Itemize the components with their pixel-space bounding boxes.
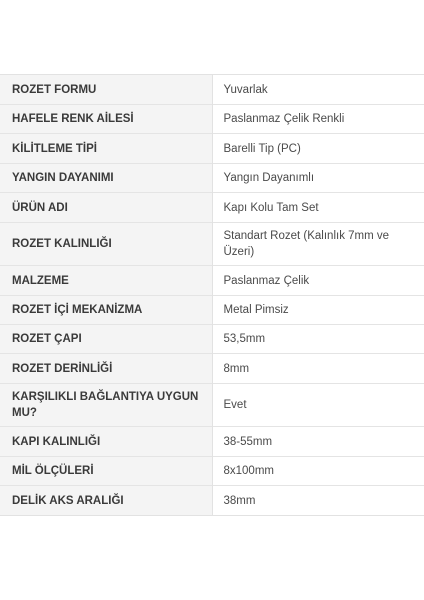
spec-value: 8x100mm: [212, 457, 424, 486]
spec-label: ROZET ÇAPI: [0, 325, 212, 354]
spec-label: ROZET İÇİ MEKANİZMA: [0, 296, 212, 325]
spec-value: 8mm: [212, 354, 424, 384]
spec-row-yangin-dayanimi: [0, 164, 424, 193]
spec-row-mil-olculeri: [0, 457, 424, 486]
spec-value: 38-55mm: [212, 427, 424, 457]
spec-row-rozet-capi: [0, 325, 424, 354]
spec-label: KAPI KALINLIĞI: [0, 427, 212, 457]
spec-label: DELİK AKS ARALIĞI: [0, 486, 212, 516]
spec-label: ROZET KALINLIĞI: [0, 223, 212, 266]
spec-row-kapi-kalinligi: [0, 427, 424, 457]
spec-row-rozet-ici-mekanizma: [0, 296, 424, 325]
spec-row-rozet-kalinligi: [0, 223, 424, 266]
spec-value: Metal Pimsiz: [212, 296, 424, 325]
spec-label: ÜRÜN ADI: [0, 193, 212, 223]
product-specs-table: [0, 74, 424, 516]
spec-row-malzeme: [0, 266, 424, 296]
spec-label: HAFELE RENK AİLESİ: [0, 105, 212, 134]
spec-label: KİLİTLEME TİPİ: [0, 134, 212, 164]
spec-row-renk-ailesi: [0, 105, 424, 134]
spec-value: Barelli Tip (PC): [212, 134, 424, 164]
spec-row-karsilikli-baglanti: [0, 384, 424, 427]
spec-row-kilitleme-tipi: [0, 134, 424, 164]
spec-row-rozet-derinligi: [0, 354, 424, 384]
spec-value: Paslanmaz Çelik Renkli: [212, 105, 424, 134]
spec-value: Evet: [212, 384, 424, 427]
spec-label: KARŞILIKLI BAĞLANTIYA UYGUN MU?: [0, 384, 212, 427]
spec-row-rozet-formu: [0, 75, 424, 105]
spec-value: 53,5mm: [212, 325, 424, 354]
spec-label: MALZEME: [0, 266, 212, 296]
spec-label: ROZET FORMU: [0, 75, 212, 105]
spec-label: ROZET DERİNLİĞİ: [0, 354, 212, 384]
spec-row-urun-adi: [0, 193, 424, 223]
spec-value: Paslanmaz Çelik: [212, 266, 424, 296]
spec-value: Yuvarlak: [212, 75, 424, 105]
spec-value: Yangın Dayanımlı: [212, 164, 424, 193]
spec-label: MİL ÖLÇÜLERİ: [0, 457, 212, 486]
spec-row-delik-aks-araligi: [0, 486, 424, 516]
spec-value: 38mm: [212, 486, 424, 516]
spec-value: Standart Rozet (Kalınlık 7mm ve Üzeri): [212, 223, 424, 266]
spec-value: Kapı Kolu Tam Set: [212, 193, 424, 223]
spec-label: YANGIN DAYANIMI: [0, 164, 212, 193]
